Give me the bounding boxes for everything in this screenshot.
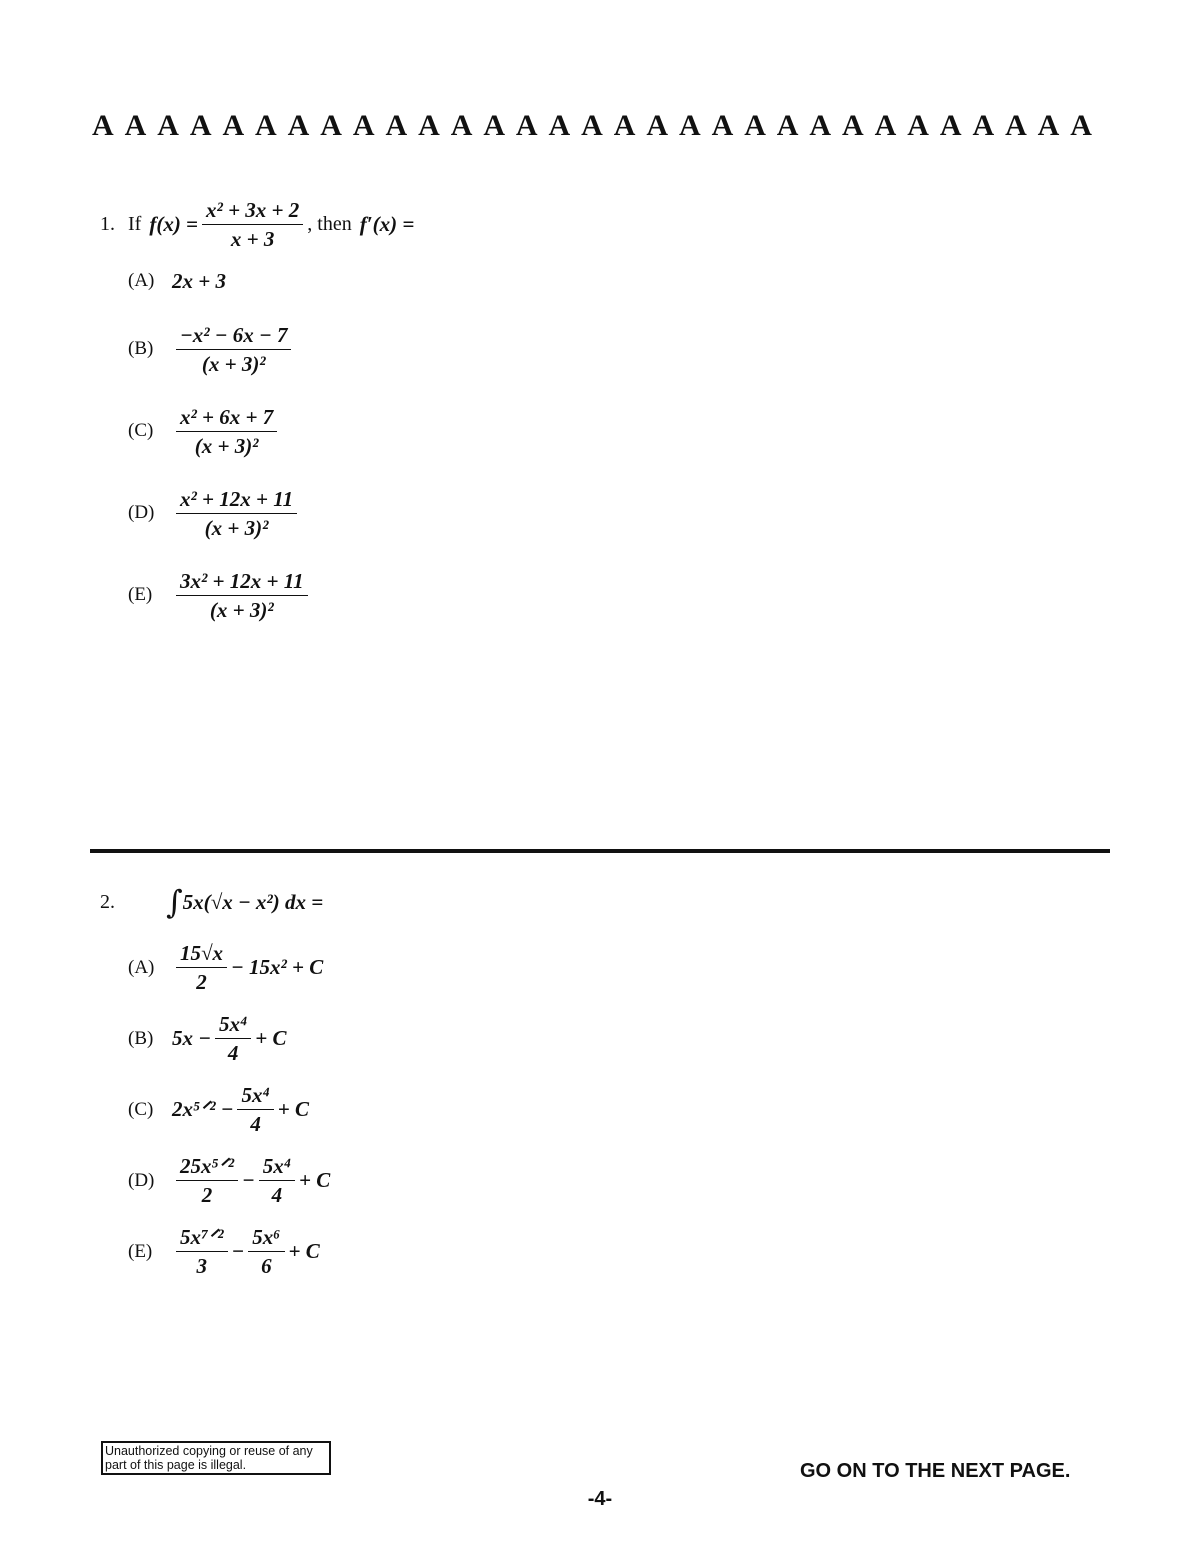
choice-remainder: + C bbox=[255, 1026, 287, 1050]
choice-label: (A) bbox=[128, 956, 155, 978]
fraction-numerator: 5x⁶ bbox=[248, 1225, 284, 1252]
question-2-stem bbox=[100, 872, 330, 932]
banner-letter: A bbox=[678, 109, 701, 142]
banner-letter: A bbox=[581, 109, 603, 142]
fraction-denominator: 4 bbox=[271, 1183, 283, 1207]
banner-letter: A bbox=[222, 109, 245, 142]
fraction-denominator: x + 3 bbox=[230, 226, 275, 251]
banner-letter: A bbox=[711, 109, 734, 142]
integrand: 5x(√x − x²) dx = bbox=[182, 889, 324, 914]
banner-letter: A bbox=[939, 109, 962, 142]
choice-label: (B) bbox=[128, 338, 154, 359]
fraction-denominator: 4 bbox=[227, 1041, 239, 1065]
banner-letter: A bbox=[548, 109, 571, 142]
choice-fraction bbox=[176, 323, 291, 376]
choice-lead: 5x − bbox=[172, 1026, 211, 1050]
fraction-denominator: (x + 3)² bbox=[201, 351, 266, 376]
choice-c[interactable] bbox=[100, 390, 414, 472]
choice-fraction bbox=[176, 487, 297, 540]
choice-d[interactable] bbox=[100, 1145, 330, 1216]
choice-remainder: + C bbox=[277, 1097, 310, 1121]
choice-fraction bbox=[176, 1154, 238, 1207]
next-page-instruction: GO ON TO THE NEXT PAGE. bbox=[800, 1460, 1071, 1482]
fraction-denominator: 2 bbox=[201, 1183, 213, 1207]
choice-label: (C) bbox=[128, 1098, 154, 1120]
banner-letter: A bbox=[157, 109, 179, 142]
banner-letter: A bbox=[776, 109, 799, 142]
question-number: 1. bbox=[100, 212, 115, 235]
choice-a[interactable] bbox=[100, 254, 414, 308]
integral-sign: ∫ bbox=[166, 883, 183, 921]
fraction-denominator: (x + 3)² bbox=[204, 515, 269, 540]
banner-letter: A bbox=[124, 109, 147, 142]
fraction-numerator: 5x⁴ bbox=[215, 1012, 251, 1039]
choice-label: (D) bbox=[128, 502, 155, 523]
choice-label: (A) bbox=[128, 270, 155, 291]
choice-b[interactable] bbox=[100, 1003, 330, 1074]
banner-letter: A bbox=[385, 109, 408, 142]
stem-prefix: If bbox=[128, 212, 142, 235]
page-number: -4- bbox=[587, 1488, 613, 1510]
question-number: 2. bbox=[100, 890, 115, 913]
section-banner bbox=[92, 108, 1092, 144]
function-fraction bbox=[202, 198, 303, 251]
banner-letter: A bbox=[907, 109, 929, 142]
banner-letter: A bbox=[744, 109, 766, 142]
fraction-numerator: 5x⁷ᐟ² bbox=[176, 1225, 228, 1252]
question-1-stem bbox=[100, 194, 414, 254]
fraction-denominator: (x + 3)² bbox=[194, 433, 259, 458]
choice-label: (C) bbox=[128, 420, 154, 441]
choice-label: (E) bbox=[128, 584, 153, 605]
choice-operator: − bbox=[242, 1168, 255, 1192]
fraction-numerator: x² + 3x + 2 bbox=[202, 198, 303, 225]
choice-fraction bbox=[176, 941, 227, 994]
fraction-denominator: 6 bbox=[261, 1254, 272, 1278]
banner-letter: A bbox=[1070, 109, 1092, 142]
choice-fraction bbox=[176, 569, 308, 622]
question-1 bbox=[100, 194, 414, 636]
banner-letter: A bbox=[418, 109, 440, 142]
banner-letter: A bbox=[287, 109, 310, 142]
banner-letter: A bbox=[352, 109, 375, 142]
banner-letter: A bbox=[483, 109, 505, 142]
fraction-numerator: 15√x bbox=[176, 941, 227, 968]
choice-fraction bbox=[237, 1083, 273, 1136]
choice-label: (B) bbox=[128, 1027, 154, 1049]
question-2 bbox=[100, 872, 330, 1287]
banner-letter: A bbox=[646, 109, 669, 142]
choice-fraction bbox=[248, 1225, 284, 1278]
fraction-numerator: 3x² + 12x + 11 bbox=[176, 569, 308, 596]
banner-letter: A bbox=[92, 109, 114, 142]
choice-b[interactable] bbox=[100, 308, 414, 390]
choice-c[interactable] bbox=[100, 1074, 330, 1145]
banner-letter: A bbox=[613, 109, 636, 142]
banner-letter: A bbox=[809, 109, 832, 142]
choice-remainder: + C bbox=[299, 1168, 331, 1192]
choice-e[interactable] bbox=[100, 554, 414, 636]
banner-letter: A bbox=[515, 109, 538, 142]
choice-label: (D) bbox=[128, 1169, 155, 1191]
banner-letter: A bbox=[1037, 109, 1060, 142]
choice-fraction bbox=[176, 405, 277, 458]
banner-letter: A bbox=[1005, 109, 1027, 142]
choice-label: (E) bbox=[128, 1240, 153, 1262]
choice-fraction bbox=[215, 1012, 251, 1065]
banner-letter: A bbox=[189, 109, 212, 142]
function-name: f(x) = bbox=[149, 211, 199, 236]
fraction-denominator: (x + 3)² bbox=[209, 597, 274, 622]
fraction-denominator: 3 bbox=[196, 1254, 207, 1278]
banner-letter: A bbox=[320, 109, 342, 142]
fraction-denominator: 4 bbox=[250, 1112, 261, 1136]
fraction-numerator: x² + 6x + 7 bbox=[176, 405, 277, 432]
choice-fraction bbox=[259, 1154, 295, 1207]
fraction-denominator: 2 bbox=[196, 970, 207, 994]
fraction-numerator: −x² − 6x − 7 bbox=[176, 323, 291, 350]
copyright-notice: Unauthorized copying or reuse of any part of this page is illegal. bbox=[101, 1441, 331, 1475]
banner-letter: A bbox=[842, 109, 864, 142]
choice-remainder: − 15x² + C bbox=[231, 955, 324, 979]
derivative-asked: f′(x) = bbox=[359, 211, 415, 236]
choice-fraction bbox=[176, 1225, 228, 1278]
fraction-numerator: 5x⁴ bbox=[259, 1154, 295, 1181]
banner-letter: A bbox=[450, 109, 473, 142]
banner-letter: A bbox=[255, 109, 277, 142]
stem-middle: , then bbox=[307, 212, 352, 235]
fraction-numerator: 25x⁵ᐟ² bbox=[176, 1154, 238, 1181]
fraction-numerator: 5x⁴ bbox=[237, 1083, 273, 1110]
section-divider bbox=[90, 849, 1110, 853]
choice-operator: − bbox=[231, 1239, 245, 1263]
banner-letter: A bbox=[874, 109, 897, 142]
choice-expression: 2x + 3 bbox=[172, 268, 226, 293]
choice-a[interactable] bbox=[100, 932, 330, 1003]
choice-lead: 2x⁵ᐟ² − bbox=[172, 1097, 234, 1121]
choice-remainder: + C bbox=[288, 1239, 320, 1263]
choice-d[interactable] bbox=[100, 472, 414, 554]
choice-e[interactable] bbox=[100, 1216, 330, 1287]
banner-letter: A bbox=[972, 109, 995, 142]
fraction-numerator: x² + 12x + 11 bbox=[176, 487, 297, 514]
